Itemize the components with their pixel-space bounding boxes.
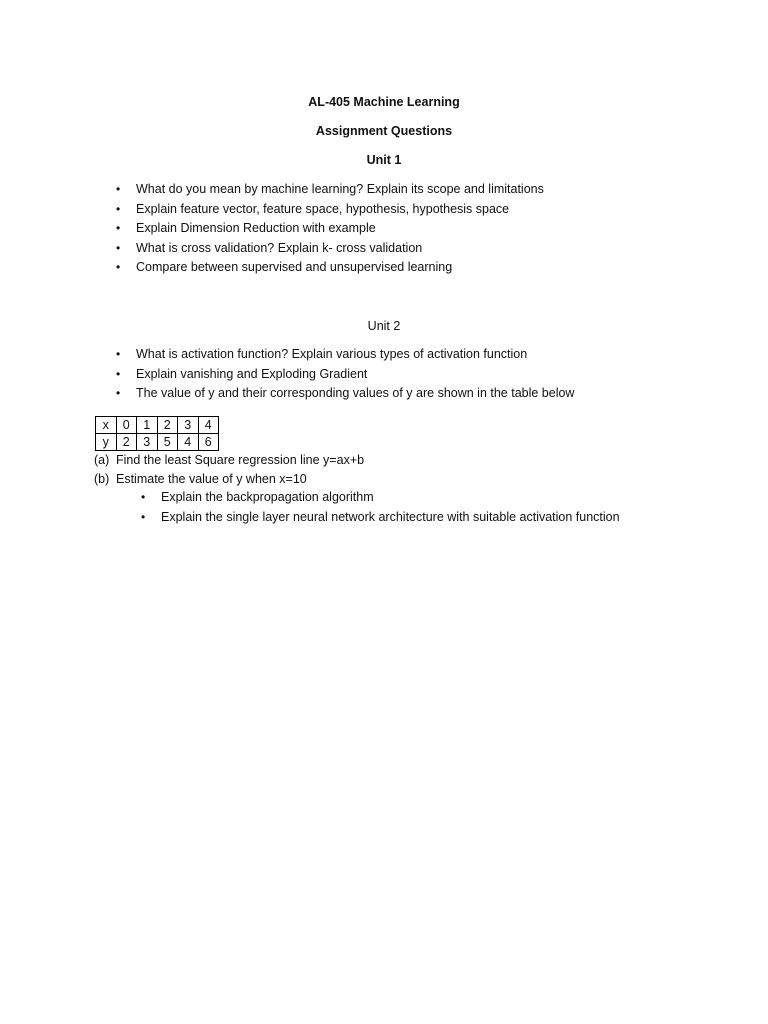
unit1-question-list bbox=[116, 180, 544, 278]
question-text: The value of y and their corresponding values of y are shown in the table below bbox=[136, 386, 575, 400]
sub-question-a bbox=[94, 451, 364, 469]
table-cell: 3 bbox=[178, 417, 199, 434]
list-item bbox=[116, 200, 544, 220]
list-item bbox=[116, 384, 575, 404]
sub-question-b bbox=[94, 470, 307, 488]
list-item bbox=[116, 345, 574, 365]
table-cell: 2 bbox=[116, 434, 137, 451]
list-item bbox=[141, 488, 620, 508]
table-cell: 6 bbox=[198, 434, 219, 451]
sub-question-text: Find the least Square regression line y=ax+b bbox=[116, 453, 365, 467]
question-text: Explain Dimension Reduction with example bbox=[136, 221, 376, 235]
bullet-icon: • bbox=[116, 366, 121, 381]
unit2-more-question-list bbox=[141, 488, 620, 527]
sub-question-label: (a) bbox=[94, 453, 110, 467]
bullet-icon: • bbox=[116, 386, 121, 400]
table-row bbox=[96, 434, 219, 451]
table-cell: 1 bbox=[137, 417, 158, 434]
list-item bbox=[116, 239, 544, 259]
question-text: Compare between supervised and unsupervised learning bbox=[136, 260, 453, 274]
bullet-icon: • bbox=[116, 240, 121, 255]
question-text: Explain feature vector, feature space, hypothesis, hypothesis space bbox=[136, 201, 510, 216]
bullet-icon: • bbox=[116, 201, 121, 216]
unit2-question-list bbox=[116, 345, 575, 404]
sub-question-text: Estimate the value of y when x=10 bbox=[116, 472, 307, 486]
xy-data-table bbox=[95, 416, 219, 451]
table-cell: x bbox=[96, 417, 117, 434]
table-cell: 3 bbox=[137, 434, 158, 451]
list-item bbox=[116, 219, 544, 239]
table-cell: y bbox=[96, 434, 117, 451]
bullet-icon: • bbox=[116, 221, 121, 235]
table-cell: 4 bbox=[178, 434, 199, 451]
bullet-icon: • bbox=[141, 490, 146, 504]
list-item bbox=[116, 180, 544, 200]
question-text: Explain the backpropagation algorithm bbox=[161, 490, 374, 504]
question-text: What is cross validation? Explain k- cross validation bbox=[136, 240, 423, 255]
table-cell: 0 bbox=[116, 417, 137, 434]
table-cell: 5 bbox=[157, 434, 178, 451]
table-row bbox=[96, 417, 219, 434]
sub-question-label: (b) bbox=[94, 472, 110, 486]
bullet-icon: • bbox=[116, 260, 121, 274]
question-text: What do you mean by machine learning? Explain its scope and limitations bbox=[136, 182, 544, 196]
question-text: What is activation function? Explain various types of activation function bbox=[136, 347, 528, 361]
table-cell: 4 bbox=[198, 417, 219, 434]
bullet-icon: • bbox=[141, 509, 146, 524]
bullet-icon: • bbox=[116, 347, 121, 361]
table-cell: 2 bbox=[157, 417, 178, 434]
unit1-heading: Unit 1 bbox=[366, 153, 402, 167]
question-text: Explain vanishing and Exploding Gradient bbox=[136, 366, 368, 381]
document-title: AL-405 Machine Learning bbox=[308, 95, 460, 109]
question-text: Explain the single layer neural network architecture with suitable activation function bbox=[161, 509, 620, 524]
list-item bbox=[141, 508, 620, 528]
list-item bbox=[116, 365, 574, 385]
unit2-heading: Unit 2 bbox=[367, 319, 401, 333]
bullet-icon: • bbox=[116, 182, 121, 196]
document-subtitle: Assignment Questions bbox=[315, 124, 453, 138]
list-item bbox=[116, 258, 544, 278]
